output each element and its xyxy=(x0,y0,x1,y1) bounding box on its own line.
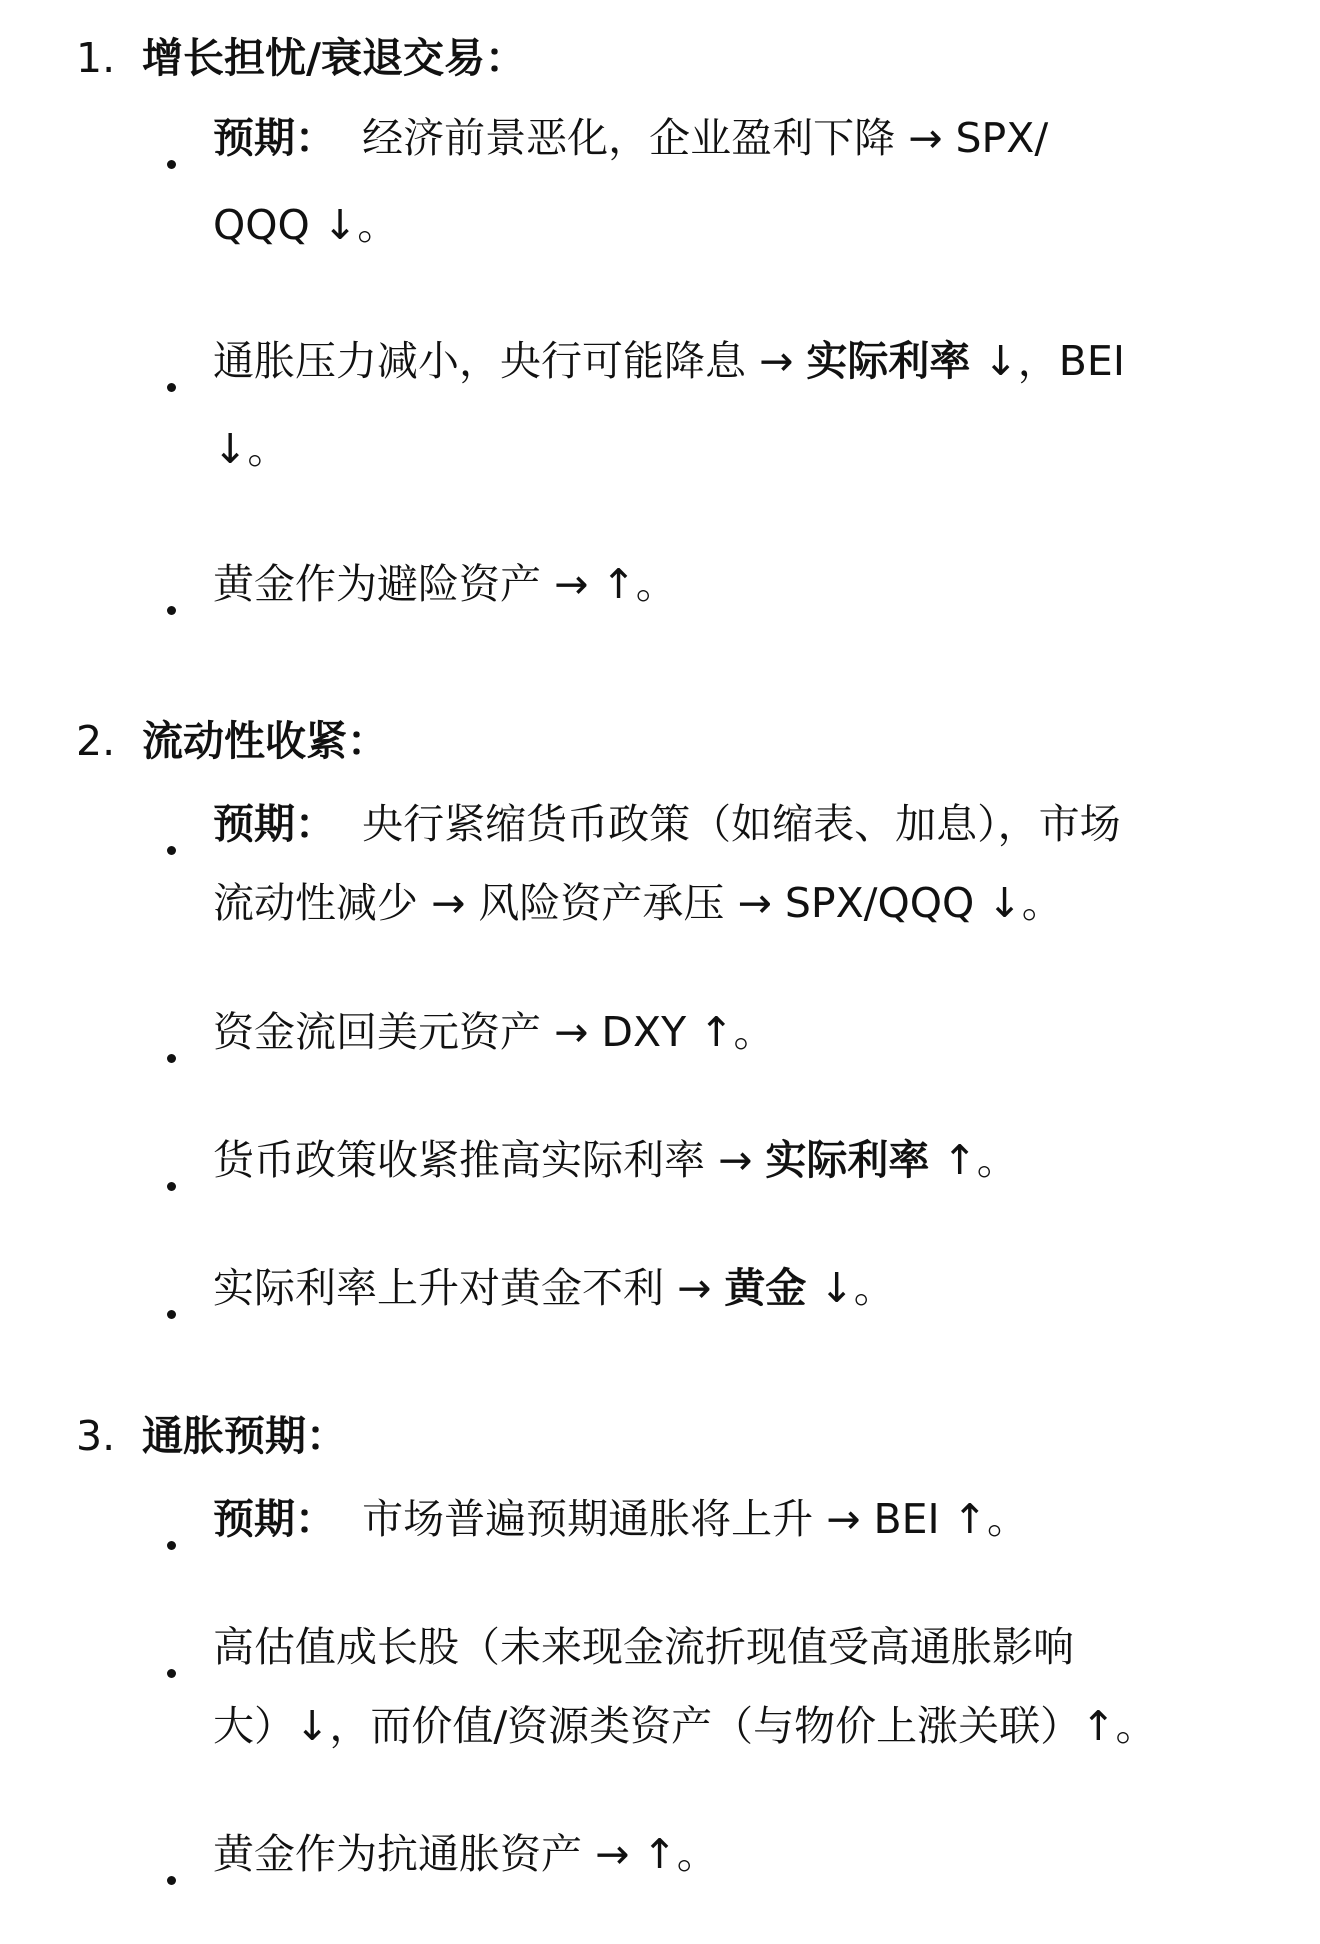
bullet-item xyxy=(213,800,1298,928)
bullet-text-line1: 黄金作为避险资产 → ↑。 xyxy=(213,560,677,608)
bullet-text-a: 通胀压力减小，央行可能降息 → xyxy=(213,337,807,385)
bullet-text-c: ↓，BEI xyxy=(970,337,1125,385)
bullet-item xyxy=(213,1136,1298,1185)
section-number: 1. xyxy=(76,34,116,82)
section-heading: 流动性收紧： xyxy=(142,717,388,765)
bullet-text-line2: 流动性减少 → 风险资产承压 → SPX/QQQ ↓。 xyxy=(213,879,1063,927)
bullet-item xyxy=(213,560,1298,609)
bullet-dot xyxy=(167,606,176,615)
bullet-item xyxy=(213,337,1298,474)
bullet-label: 预期： xyxy=(213,114,336,162)
bullet-text-c: ↓。 xyxy=(806,1264,895,1312)
bullet-dot xyxy=(167,160,176,169)
bullet-text-line1: 高估值成长股（未来现金流折现值受高通胀影响 xyxy=(213,1623,1074,1671)
bullet-dot xyxy=(167,1541,176,1550)
bullet-item xyxy=(213,1495,1298,1544)
bullet-dot xyxy=(167,1876,176,1885)
section-heading: 增长担忧/衰退交易： xyxy=(142,34,526,82)
bullet-text-a: 实际利率上升对黄金不利 → xyxy=(213,1264,725,1312)
bullet-text-line1: 央行紧缩货币政策（如缩表、加息），市场 xyxy=(362,800,1121,848)
bullet-item xyxy=(213,1623,1298,1751)
bullet-dot xyxy=(167,1669,176,1678)
bullet-item xyxy=(213,1830,1298,1879)
bullet-item xyxy=(213,1008,1298,1057)
bullet-dot xyxy=(167,846,176,855)
bullet-dot xyxy=(167,383,176,392)
section-heading: 通胀预期： xyxy=(142,1412,347,1460)
section-number: 3. xyxy=(76,1412,116,1460)
bullet-dot xyxy=(167,1054,176,1063)
bullet-dot xyxy=(167,1182,176,1191)
section-1-title xyxy=(76,34,526,83)
bullet-item xyxy=(213,114,1298,250)
bullet-text-line1: 经济前景恶化，企业盈利下降 → SPX/ xyxy=(362,114,1049,162)
bullet-text-bold: 实际利率 xyxy=(806,337,971,385)
bullet-text-c: ↑。 xyxy=(929,1136,1018,1184)
bullet-label: 预期： xyxy=(213,1495,336,1543)
section-number: 2. xyxy=(76,717,116,765)
bullet-dot xyxy=(167,1310,176,1319)
bullet-text-bold: 实际利率 xyxy=(765,1136,930,1184)
section-3-title xyxy=(76,1412,347,1461)
section-2-title xyxy=(76,717,388,766)
bullet-text-a: 货币政策收紧推高实际利率 → xyxy=(213,1136,766,1184)
bullet-label: 预期： xyxy=(213,800,336,848)
bullet-text-line2: ↓。 xyxy=(213,425,289,473)
bullet-text-line1: 黄金作为抗通胀资产 → ↑。 xyxy=(213,1830,718,1878)
bullet-item xyxy=(213,1264,1298,1313)
bullet-text-line1: 市场普遍预期通胀将上升 → BEI ↑。 xyxy=(362,1495,1029,1543)
bullet-text-line1: 资金流回美元资产 → DXY ↑。 xyxy=(213,1008,775,1056)
bullet-text-line2: 大）↓，而价值/资源类资产（与物价上涨关联）↑。 xyxy=(213,1702,1157,1750)
bullet-text-bold: 黄金 xyxy=(724,1264,807,1312)
bullet-text-line2: QQQ ↓。 xyxy=(213,201,399,249)
